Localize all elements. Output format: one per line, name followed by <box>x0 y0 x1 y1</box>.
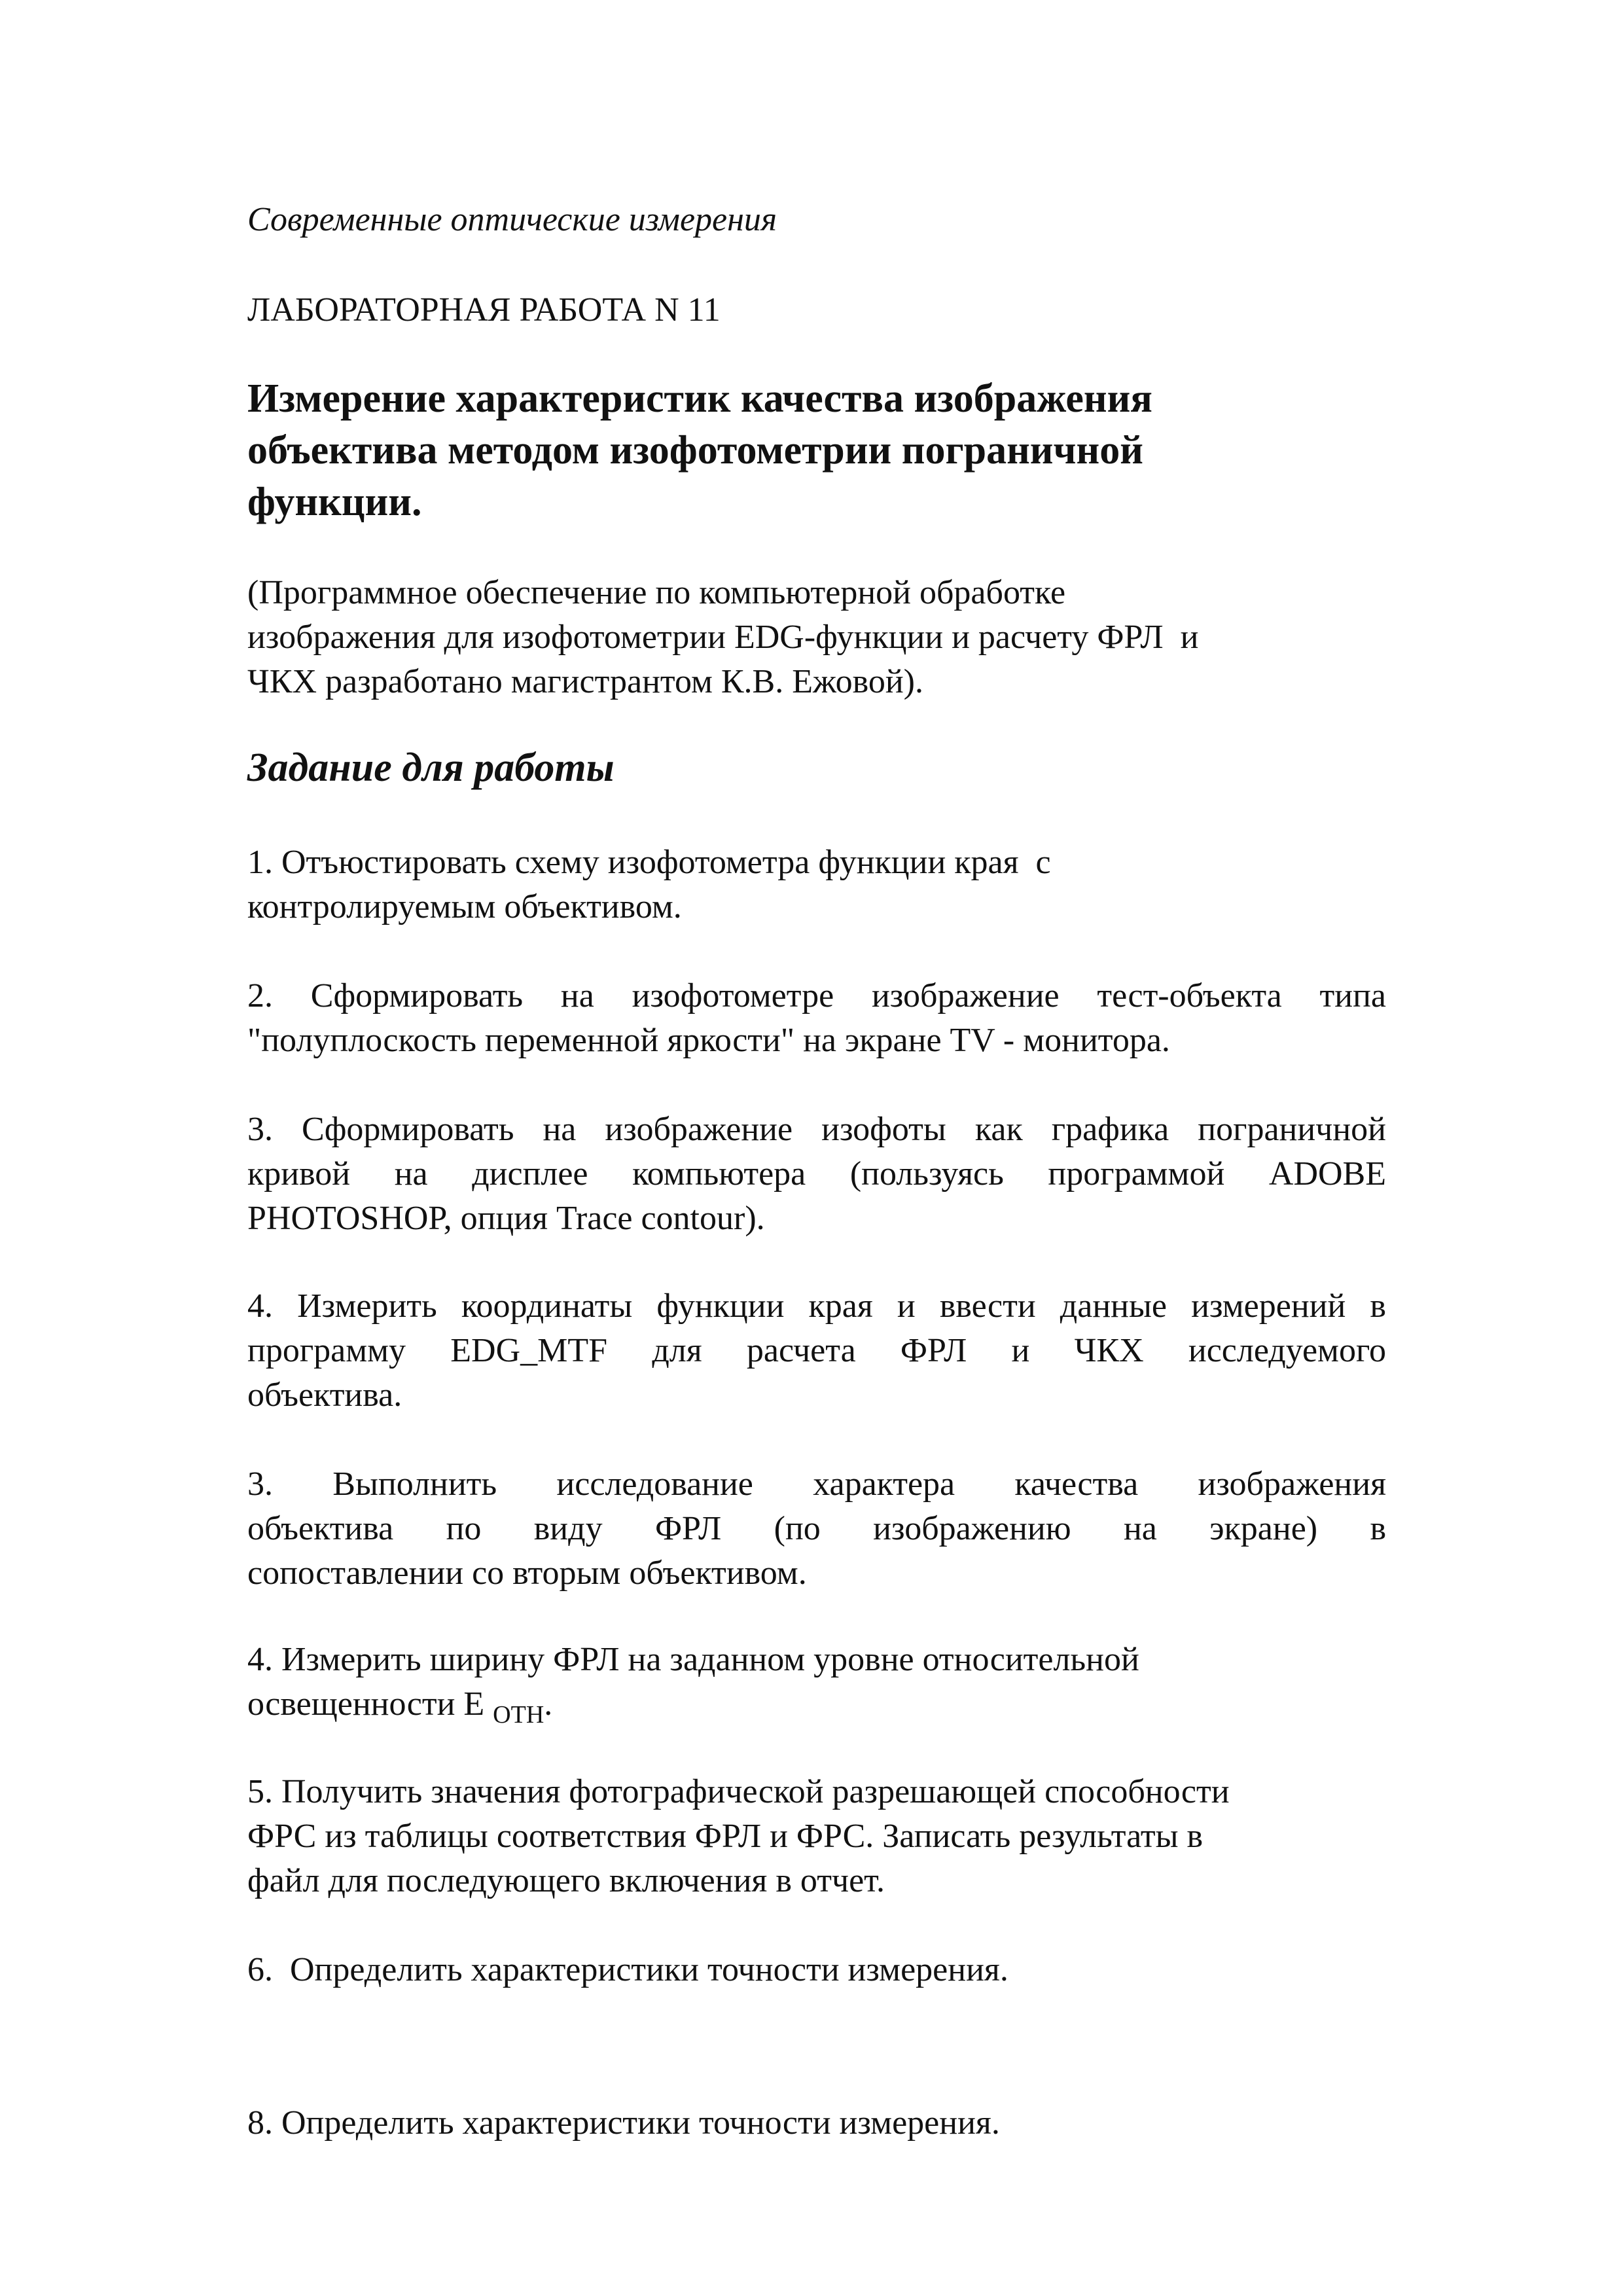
software-note-line: ЧКХ разработано магистрантом К.В. Ежовой). <box>247 663 923 700</box>
task-line: объектива по виду ФРЛ (по изображению на экране) в <box>247 1510 1386 1547</box>
task-item <box>247 1462 1386 1596</box>
task-item <box>247 1638 1386 1729</box>
task-item <box>247 2101 1386 2145</box>
page-title <box>247 373 1386 528</box>
task-line: "полуплоскость переменной яркости" на экране TV - монитора. <box>247 1022 1170 1059</box>
task-line-punctuation: . <box>544 1685 553 1723</box>
task-line: кривой на дисплее компьютера (пользуясь программой ADOBE <box>247 1155 1386 1193</box>
software-note-line: (Программное обеспечение по компьютерной обработке <box>247 574 1066 611</box>
task-item <box>247 1770 1386 1903</box>
title-line: функции. <box>247 480 422 524</box>
title-line: Измерение характеристик качества изображения <box>247 376 1152 421</box>
task-item <box>247 840 1386 929</box>
task-line: сопоставлении со вторым объективом. <box>247 1554 807 1592</box>
task-line: 4. Измерить ширину ФРЛ на заданном уровне относительной <box>247 1641 1139 1678</box>
task-line-text: освещенности Е <box>247 1685 493 1723</box>
task-line: PHOTOSHOP, опция Trace contour). <box>247 1200 765 1237</box>
task-line: 6. Определить характеристики точности измерения. <box>247 1951 1008 1988</box>
section-heading: Задание для работы <box>247 745 615 790</box>
task-line: 5. Получить значения фотографической разрешающей способности <box>247 1773 1230 1810</box>
software-note-line: изображения для изофотометрии EDG-функции и расчету ФРЛ и <box>247 619 1199 656</box>
software-note <box>247 571 1386 704</box>
task-line: ФРС из таблицы соответствия ФРЛ и ФРС. Записать результаты в <box>247 1818 1204 1855</box>
document-subtitle: Современные оптические измерения <box>247 201 777 238</box>
task-line: файл для последующего включения в отчет. <box>247 1862 885 1899</box>
task-line: программу EDG_MTF для расчета ФРЛ и ЧКХ исследуемого <box>247 1332 1386 1369</box>
task-line: 8. Определить характеристики точности измерения. <box>247 2104 1000 2142</box>
task-line: 4. Измерить координаты функции края и ввести данные измерений в <box>247 1287 1386 1325</box>
task-line: объектива. <box>247 1376 402 1414</box>
subscript-oth: ОТН <box>493 1701 544 1729</box>
title-line: объектива методом изофотометрии пограничной <box>247 428 1143 473</box>
lab-number: ЛАБОРАТОРНАЯ РАБОТА N 11 <box>247 291 721 329</box>
task-line <box>247 1682 1386 1729</box>
task-line: 2. Сформировать на изофотометре изображение тест-объекта типа <box>247 977 1386 1014</box>
task-line: контролируемым объективом. <box>247 888 682 925</box>
task-line: 1. Отъюстировать схему изофотометра функции края с <box>247 844 1051 881</box>
task-line: 3. Сформировать на изображение изофоты как графика пограничной <box>247 1111 1386 1148</box>
task-item <box>247 1107 1386 1241</box>
task-item <box>247 974 1386 1063</box>
task-line: 3. Выполнить исследование характера качества изображения <box>247 1465 1386 1503</box>
task-item <box>247 1284 1386 1418</box>
task-item <box>247 1948 1386 1992</box>
